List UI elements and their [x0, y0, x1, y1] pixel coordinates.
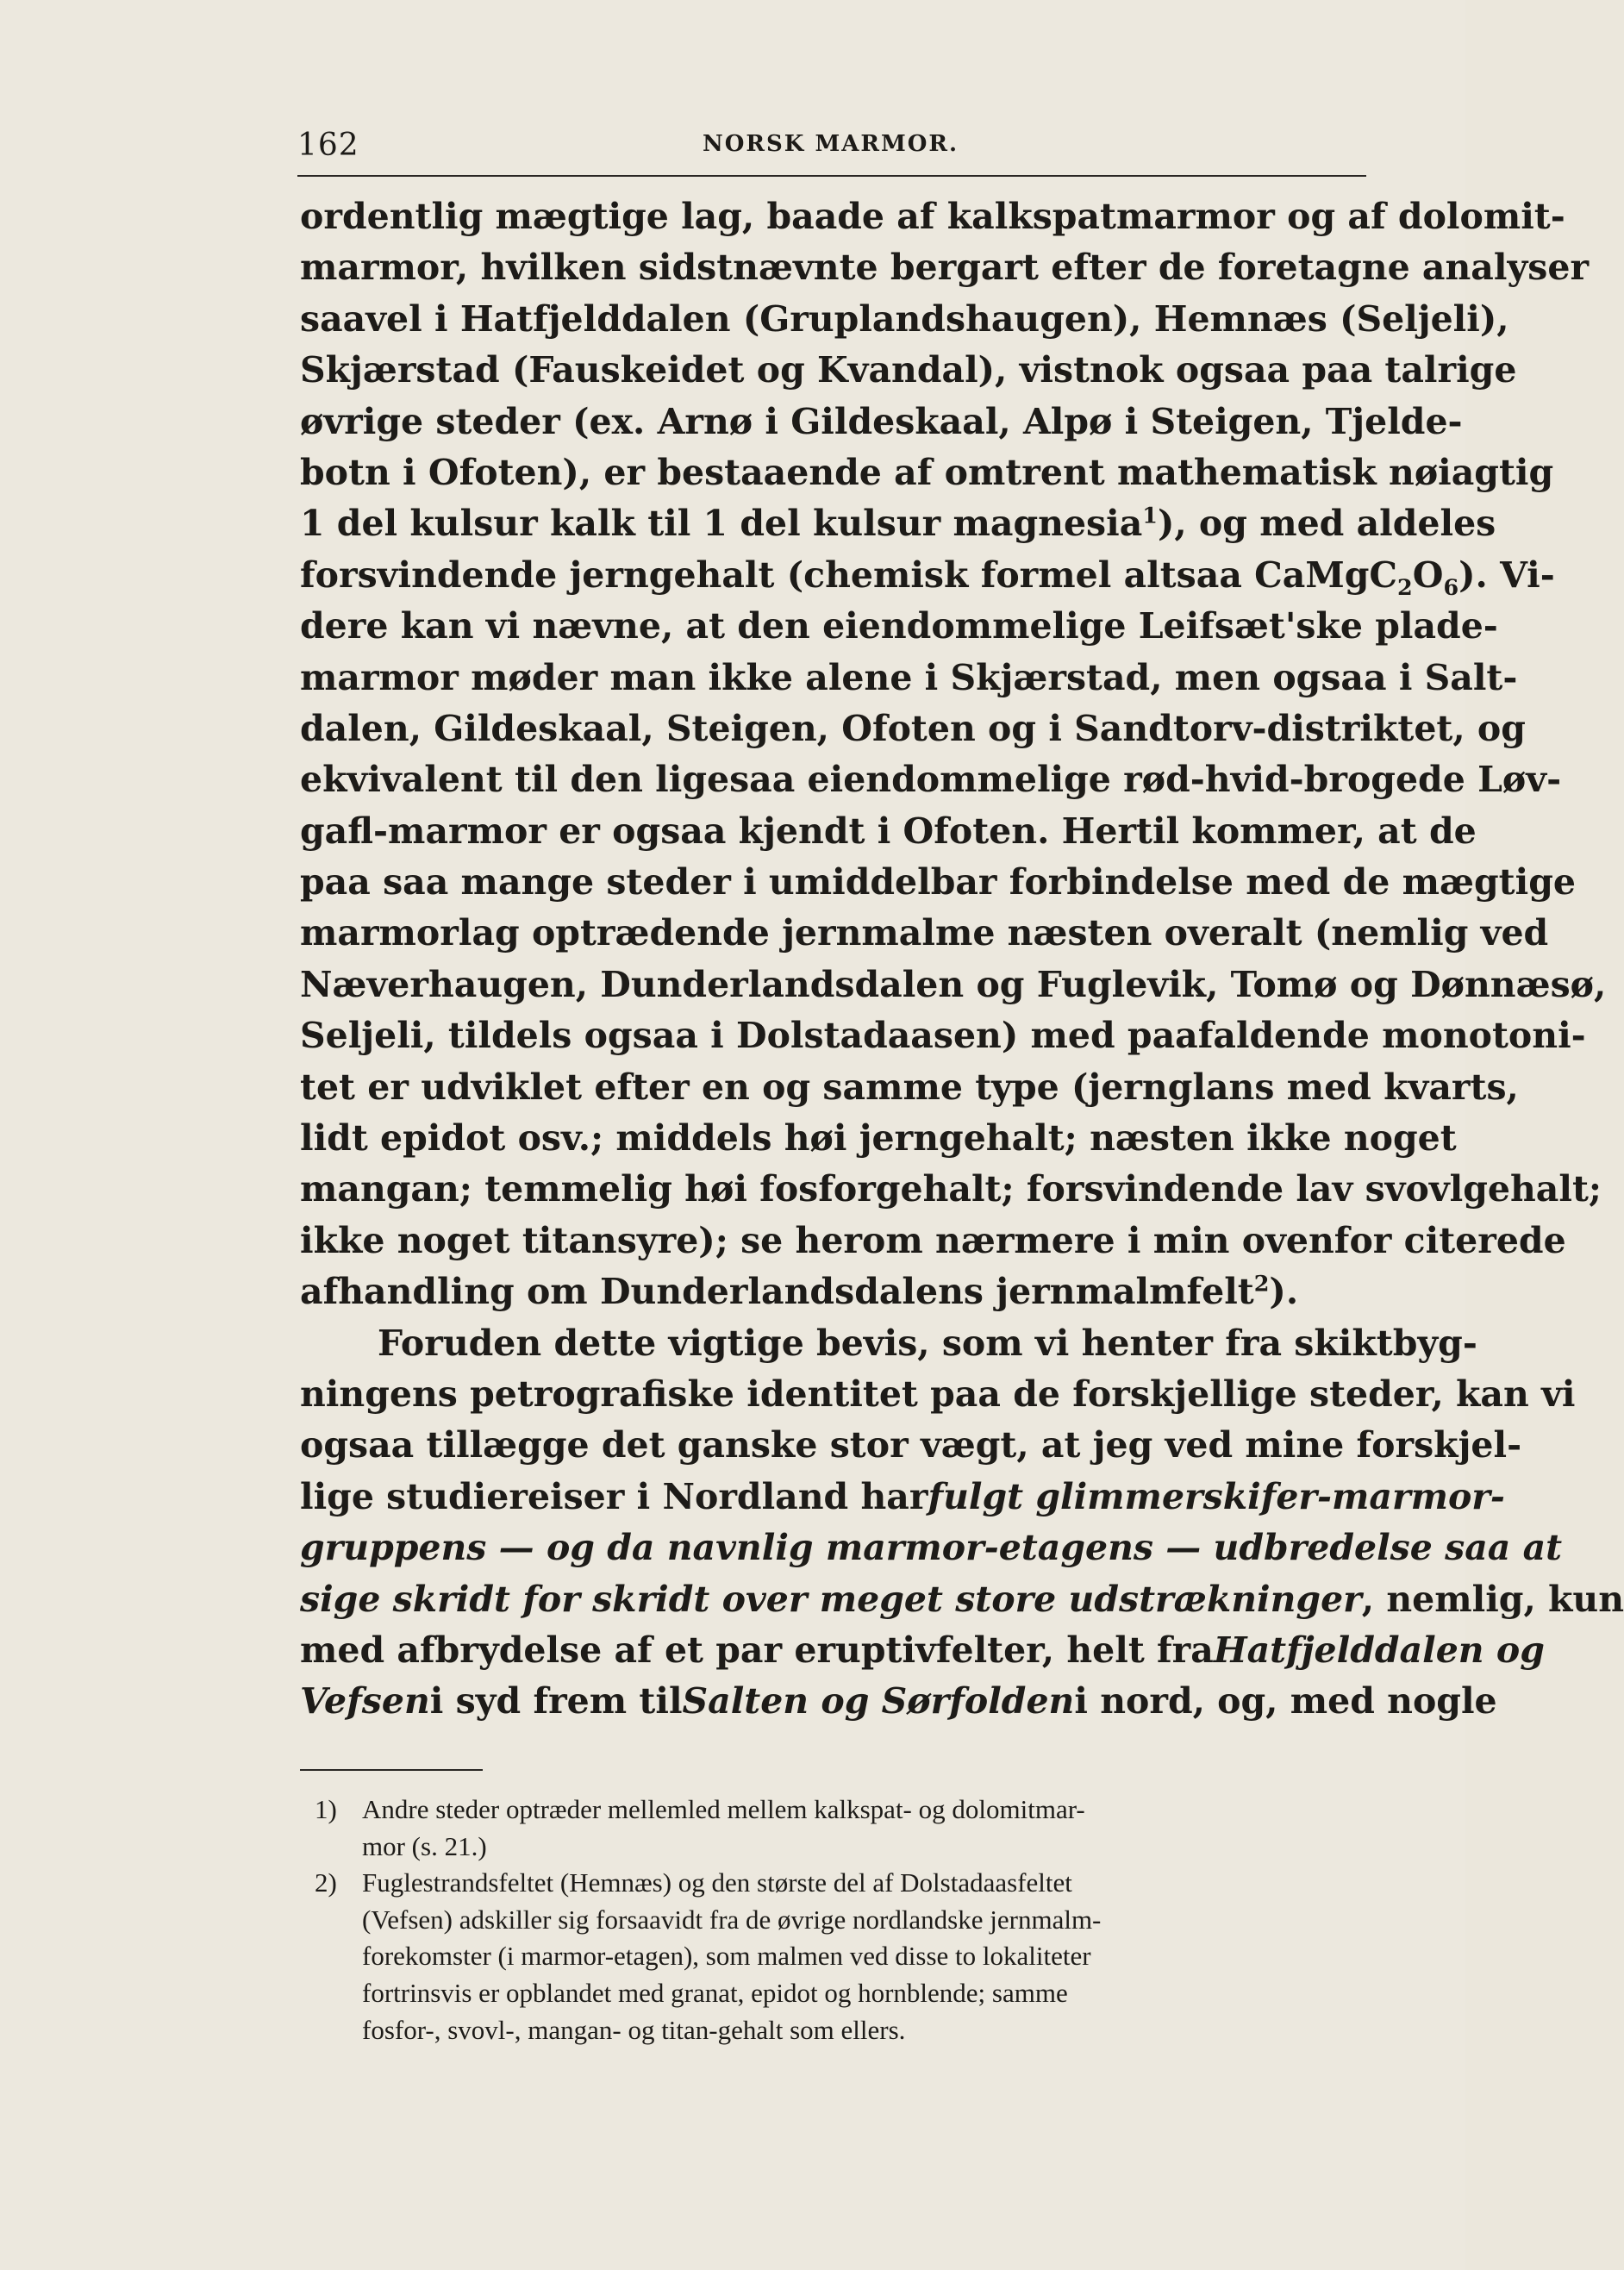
footnote-mark: 2): [315, 1867, 337, 1898]
text-line: tet er udviklet efter en og samme type (jernglans med kvarts,: [300, 1066, 1519, 1108]
text-line: botn i Ofoten), er bestaaende af omtrent mathematisk nøiagtig: [300, 451, 1554, 493]
text-line: dere kan vi nævne, at den eiendommelige Leifsæt'ske plade-: [300, 605, 1498, 647]
text-line: lige studiereiser i Nordland har fulgt glimmerskifer-marmor-: [300, 1475, 1505, 1517]
running-title: NORSK MARMOR.: [703, 131, 959, 157]
text-line: marmor møder man ikke alene i Skjærstad, men ogsaa i Salt-: [300, 656, 1518, 698]
text-line: Seljeli, tildels ogsaa i Dolstadaasen) med paafaldende monotoni-: [300, 1015, 1586, 1057]
footnote-ref-2: 2: [1253, 1270, 1270, 1297]
text-line: ikke noget titansyre); se herom nærmere i min ovenfor citerede: [300, 1219, 1566, 1261]
footnote-ref-1: 1: [1142, 502, 1158, 528]
text-line: gafl-marmor er ogsaa kjendt i Ofoten. Hertil kommer, at de: [300, 810, 1477, 852]
text-line: forsvindende jerngehalt (chemisk formel altsaa $CaMgC_2O_6$). Vi-: [300, 553, 1555, 600]
text-line: Vefsen i syd frem til Salten og Sørfolden i nord, og, med nogle: [300, 1680, 1497, 1723]
text-line: ogsaa tillægge det ganske stor vægt, at jeg ved mine forskjel-: [300, 1424, 1522, 1466]
footnote-line: fortrinsvis er opblandet med granat, epidot og hornblende; samme: [362, 1977, 1068, 2008]
footnote-line: forekomster (i marmor-etagen), som malmen ved disse to lokaliteter: [362, 1941, 1091, 1972]
header-rule: [297, 175, 1366, 177]
footnote-mark: 1): [315, 1794, 337, 1824]
page-number: 162: [297, 128, 359, 163]
text-line: med afbrydelse af et par eruptivfelter, helt fra Hatfjelddalen og: [300, 1629, 1545, 1671]
page-header: [297, 119, 1371, 171]
text-line: ningens petrografiske identitet paa de forskjellige steder, kan vi: [300, 1373, 1576, 1415]
text-line: sige skridt for skridt over meget store udstrækninger, nemlig, kun: [300, 1578, 1624, 1620]
body-text: [300, 191, 1624, 1728]
footnote-2: 2) Fuglestrandsfeltet (Hemnæs) og den største del af Dolstadaasfeltet: [315, 1865, 1358, 1902]
footnote-line: (Vefsen) adskiller sig forsaavidt fra de øvrige nordlandske jernmalm-: [362, 1904, 1102, 1935]
text-line: Næverhaugen, Dunderlandsdalen og Fuglevik, Tomø og Dønnæsø,: [300, 963, 1607, 1005]
text-line: 1 del kulsur kalk til 1 del kulsur magnesia$^1$), og med aldeles: [300, 502, 1496, 545]
text-line: lidt epidot osv.; middels høi jerngehalt; næsten ikke noget: [300, 1117, 1457, 1160]
text-line: marmorlag optrædende jernmalme næsten overalt (nemlig ved: [300, 912, 1549, 954]
text-line: Foruden dette vigtige bevis, som vi henter fra skiktbyg-: [378, 1322, 1477, 1364]
footnotes: [315, 1792, 1358, 2048]
footnote-1: 1) Andre steder optræder mellemled mellem kalkspat- og dolomitmar-: [315, 1792, 1358, 1829]
text-line: øvrige steder (ex. Arnø i Gildeskaal, Alpø i Steigen, Tjelde-: [300, 400, 1463, 442]
text-line: afhandling om Dunderlandsdalens jernmalmfelt$^2$).: [300, 1270, 1299, 1313]
footnote-rule: [300, 1769, 483, 1771]
footnote-line: fosfor-, svovl-, mangan- og titan-gehalt som ellers.: [362, 2014, 906, 2045]
text-line: marmor, hvilken sidstnævnte bergart efter de foretagne analyser: [300, 247, 1590, 289]
text-line: paa saa mange steder i umiddelbar forbindelse med de mægtige: [300, 861, 1576, 904]
text-line: saavel i Hatfjelddalen (Gruplandshaugen), Hemnæs (Seljeli),: [300, 297, 1509, 340]
text-line: dalen, Gildeskaal, Steigen, Ofoten og i Sandtorv-distriktet, og: [300, 707, 1526, 749]
text-line: Skjærstad (Fauskeidet og Kvandal), vistnok ogsaa paa talrige: [300, 349, 1517, 391]
text-line: ordentlig mægtige lag, baade af kalkspatmarmor og af dolomit-: [300, 196, 1565, 237]
text-line: ekvivalent til den ligesaa eiendommelige rød-hvid-brogede Løv-: [300, 759, 1562, 801]
footnote-line: mor (s. 21.): [362, 1830, 487, 1861]
text-line: gruppens — og da navnlig marmor-etagens — udbredelse saa at: [300, 1527, 1563, 1569]
text-line: mangan; temmelig høi fosforgehalt; forsvindende lav svovlgehalt;: [300, 1168, 1602, 1210]
